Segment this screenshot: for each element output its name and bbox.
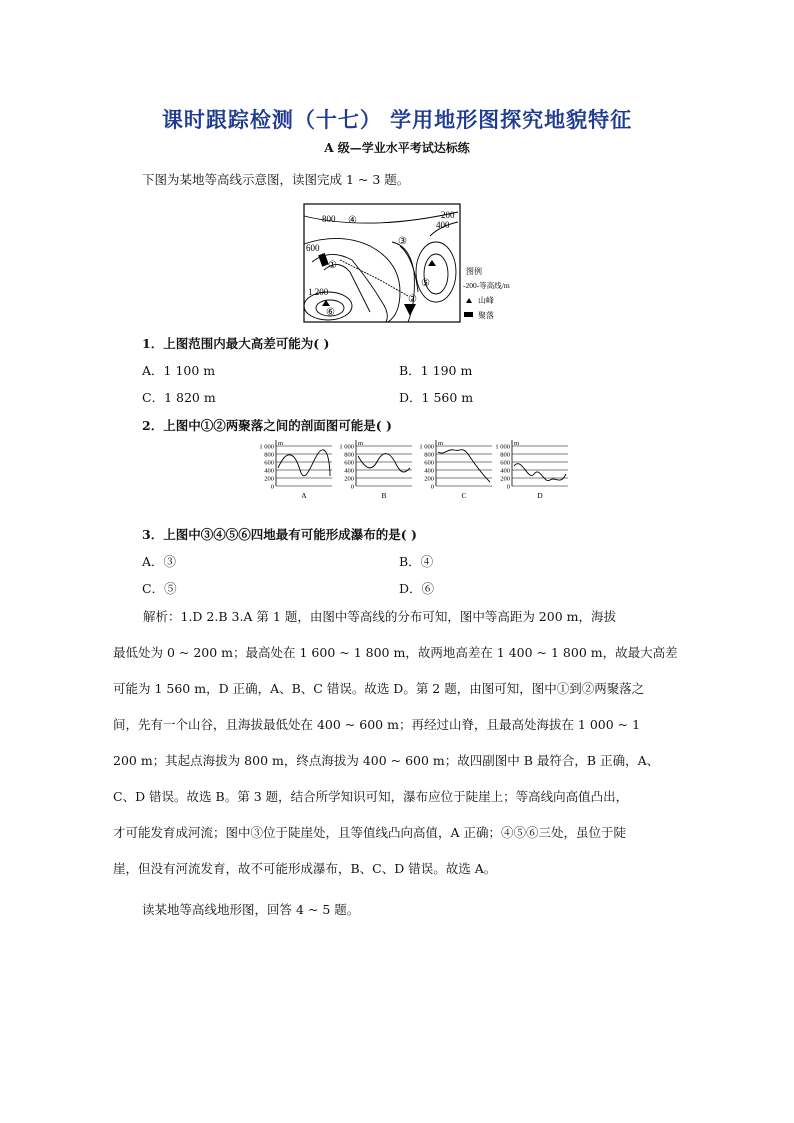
profile-tick-label: 800 <box>264 451 274 459</box>
legend-contour: -200-等高线/m <box>463 281 510 290</box>
profile-tick-label: 0 <box>430 483 434 491</box>
profile-tick-label: 800 <box>344 451 354 459</box>
analysis-line: 最低处为 0 ~ 200 m；最高处在 1 600 ~ 1 800 m，故两地高差在 1 400 ~ 1 800 m，故最大高差 <box>113 645 678 660</box>
profile-curve <box>438 450 490 482</box>
profile-tick-label: 400 <box>344 467 354 475</box>
analysis-line: 间，先有一个山谷，且海拔最低处在 400 ~ 600 m；再经过山脊，且最高处海拔在 1 000 ~ 1 <box>113 717 641 732</box>
profile-tick-label: 1 000 <box>339 443 354 451</box>
analysis-line: 才可能发育成河流；图中③位于陡崖处，且等值线凸向高值，A 正确；④⑤⑥三处，虽位于陡 <box>113 825 627 840</box>
profile-label: D <box>537 491 543 500</box>
profile-tick-label: 800 <box>500 451 510 459</box>
contour-label: 800 <box>322 214 336 224</box>
profile-tick-label: 0 <box>506 483 510 491</box>
peak-icon <box>466 298 472 303</box>
profile-tick-label: 200 <box>500 475 510 483</box>
profile-unit: m <box>358 440 364 447</box>
profile-tick-label: 600 <box>264 459 274 467</box>
q1-option-c: C．1 820 m <box>142 390 216 405</box>
point-label: ① <box>328 260 337 271</box>
profile-unit: m <box>438 440 444 447</box>
analysis-block <box>113 599 683 887</box>
legend-title: 图例 <box>466 267 482 276</box>
contour-label: 400 <box>436 220 450 230</box>
page-title: 课时跟踪检测（十七） 学用地形图探究地貌特征 <box>161 107 633 132</box>
point-label: ⑥ <box>326 307 335 318</box>
analysis-line: 200 m；其起点海拔为 800 m，终点海拔为 400 ~ 600 m；故四副图中 B 最符合，B 正确，A、 <box>113 753 660 768</box>
profile-tick-label: 200 <box>264 475 274 483</box>
profile-tick-label: 400 <box>264 467 274 475</box>
profile-tick-label: 200 <box>424 475 434 483</box>
contour-label: 600 <box>306 243 320 253</box>
profile-tick-label: 1 000 <box>259 443 274 451</box>
q3-option-a: A．③ <box>142 554 177 569</box>
contour-map <box>300 202 510 326</box>
analysis-line: 解析：1.D 2.B 3.A 第 1 题，由图中等高线的分布可知，图中等高距为 200 m，海拔 <box>143 609 616 624</box>
point-label: ④ <box>348 215 357 226</box>
contour-label: 200 <box>441 210 455 220</box>
analysis-line: C、D 错误。故选 B。第 3 题，结合所学知识可知，瀑布应位于陡崖上；等高线向高值凸出， <box>113 789 629 804</box>
profile-label: A <box>301 491 307 500</box>
point-label: ② <box>408 294 417 305</box>
profile-tick-label: 400 <box>500 467 510 475</box>
profile-tick-label: 600 <box>344 459 354 467</box>
question-3: 3．上图中③④⑤⑥四地最有可能形成瀑布的是( ) <box>142 527 417 542</box>
profile-charts <box>248 438 568 516</box>
profile-tick-label: 600 <box>424 459 434 467</box>
q1-option-b: B．1 190 m <box>399 363 473 378</box>
point-label: ③ <box>398 236 407 247</box>
profile-tick-label: 800 <box>424 451 434 459</box>
q1-option-d: D．1 560 m <box>399 390 474 405</box>
section-heading: A 级—学业水平考试达标练 <box>324 141 470 155</box>
profile-tick-label: 0 <box>350 483 354 491</box>
legend-settlement: 聚落 <box>478 311 494 320</box>
profile-unit: m <box>514 440 520 447</box>
settlement-icon <box>464 312 473 317</box>
question-2: 2．上图中①②两聚落之间的剖面图可能是( ) <box>142 418 392 433</box>
profile-tick-label: 1 000 <box>419 443 434 451</box>
profile-label: B <box>381 491 387 500</box>
question-1: 1．上图范围内最大高差可能为( ) <box>142 336 330 351</box>
profile-tick-label: 600 <box>500 459 510 467</box>
analysis-line: 崖，但没有河流发育，故不可能形成瀑布，B、C、D 错误。故选 A。 <box>113 861 497 876</box>
profile-unit: m <box>278 440 284 447</box>
profile-label: C <box>461 491 467 500</box>
q3-option-d: D．⑥ <box>399 581 435 596</box>
legend-peak: 山峰 <box>478 296 494 305</box>
profile-tick-label: 1 000 <box>495 443 510 451</box>
intro-text-2: 读某地等高线地形图，回答 4 ~ 5 题。 <box>142 902 360 917</box>
q3-option-b: B．④ <box>399 554 434 569</box>
profile-curve <box>358 454 410 472</box>
intro-text: 下图为某地等高线示意图，读图完成 1 ~ 3 题。 <box>142 172 410 187</box>
q1-option-a: A．1 100 m <box>142 363 216 378</box>
profile-tick-label: 200 <box>344 475 354 483</box>
q3-option-c: C．⑤ <box>142 581 177 596</box>
point-label: ⑤ <box>421 278 430 289</box>
contour-label: 1 200 <box>308 287 329 297</box>
analysis-line: 可能为 1 560 m，D 正确，A、B、C 错误。故选 D。第 2 题，由图可知，图中①到②两聚落之 <box>113 681 645 696</box>
profile-tick-label: 400 <box>424 467 434 475</box>
profile-tick-label: 0 <box>270 483 274 491</box>
